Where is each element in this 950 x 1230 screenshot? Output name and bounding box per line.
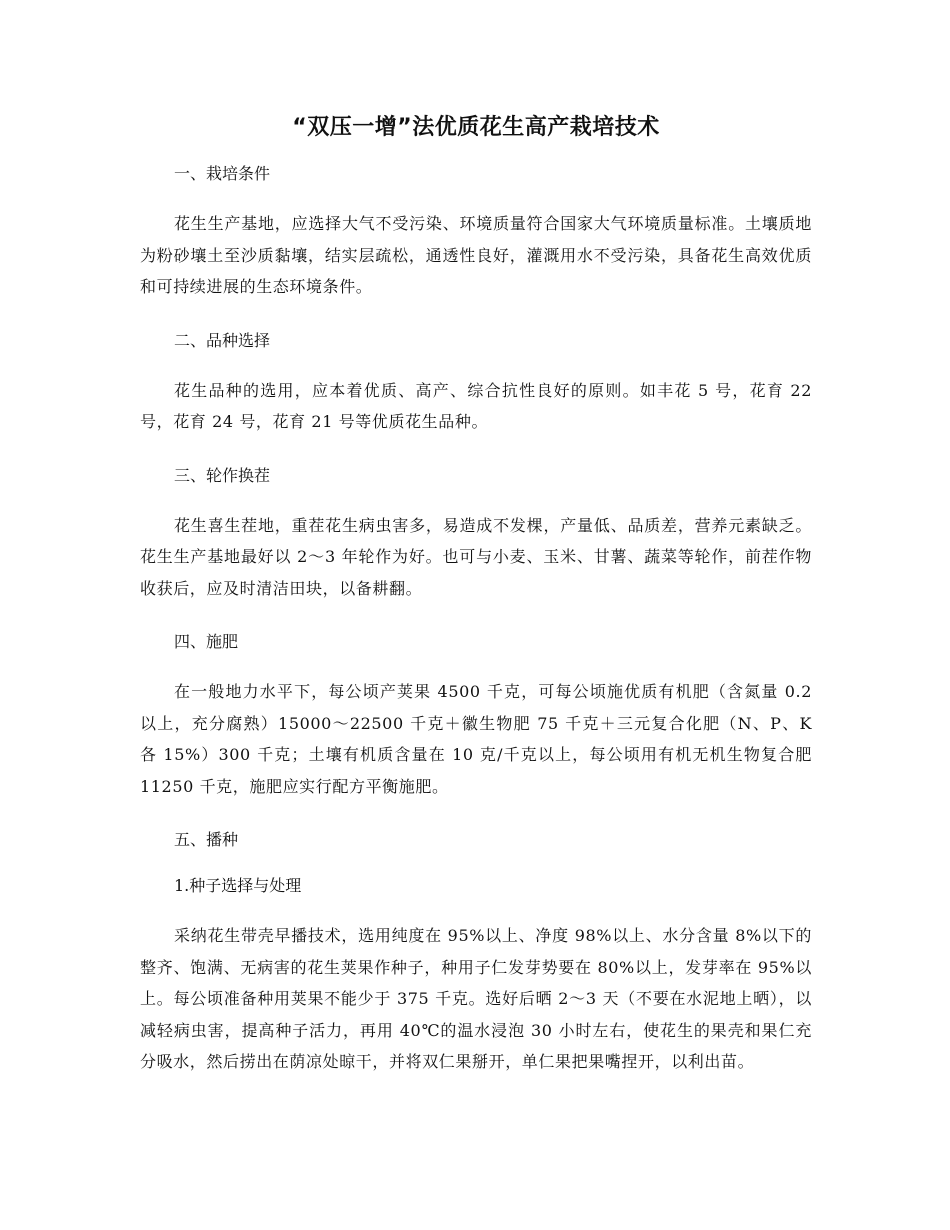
- document-page: [140, 112, 812, 1104]
- section-heading: 一、栽培条件: [174, 164, 271, 183]
- section-heading: 二、品种选择: [174, 330, 271, 350]
- section-paragraph: 采纳花生带壳早播技术，选用纯度在 95%以上、净度 98%以上、水分含量 8%以下的整齐、饱满、无病害的花生荚果作种子，种用子仁发芽势要在 80%以上，发芽率在 95%以上。每公顷准备种用荚果不能少于 375 千克。选好后晒 2～3 天（不要在水泥地上晒），以减轻病虫害，提高种子活力，再用 40℃的温水浸泡 30 小时左右，使花生的果壳和果仁充分吸水，然后捞出在荫凉处晾干，并将双仁果掰开，单仁果把果嘴捏开，以利出苗。: [140, 926, 812, 1071]
- section-paragraph: 花生品种的选用，应本着优质、高产、综合抗性良好的原则。如丰花 5 号，花育 22 号，花育 24 号，花育 21 号等优质花生品种。: [140, 380, 812, 431]
- section-paragraph: 花生喜生茬地，重茬花生病虫害多，易造成不发棵，产量低、品质差，营养元素缺乏。花生生产基地最好以 2～3 年轮作为好。也可与小麦、玉米、甘薯、蔬菜等轮作，前茬作物收获后，应及时清洁田块，以备耕翻。: [140, 515, 812, 598]
- section-heading: 五、播种: [174, 830, 239, 849]
- section-heading: 三、轮作换茬: [174, 465, 271, 485]
- section-heading: 四、施肥: [174, 632, 239, 651]
- section-paragraph: 在一般地力水平下，每公顷产荚果 4500 千克，可每公顷施优质有机肥（含氮量 0.2 以上，充分腐熟）15000～22500 千克＋徽生物肥 75 千克＋三元复合化肥（N、P、K 各 15%）300 千克；土壤有机质含量在 10 克/千克以上，每公顷用有机无机生物复合肥 11250 千克，施肥应实行配方平衡施肥。: [140, 682, 812, 796]
- section-subheading: 1.种子选择与处理: [174, 876, 302, 895]
- document-title: “双压一增”法优质花生高产栽培技术: [292, 115, 660, 140]
- section-paragraph: 花生生产基地，应选择大气不受污染、环境质量符合国家大气环境质量标准。土壤质地为粉砂壤土至沙质黏壤，结实层疏松，通透性良好，灌溉用水不受污染，具备花生高效优质和可持续进展的生态环境条件。: [140, 214, 812, 296]
